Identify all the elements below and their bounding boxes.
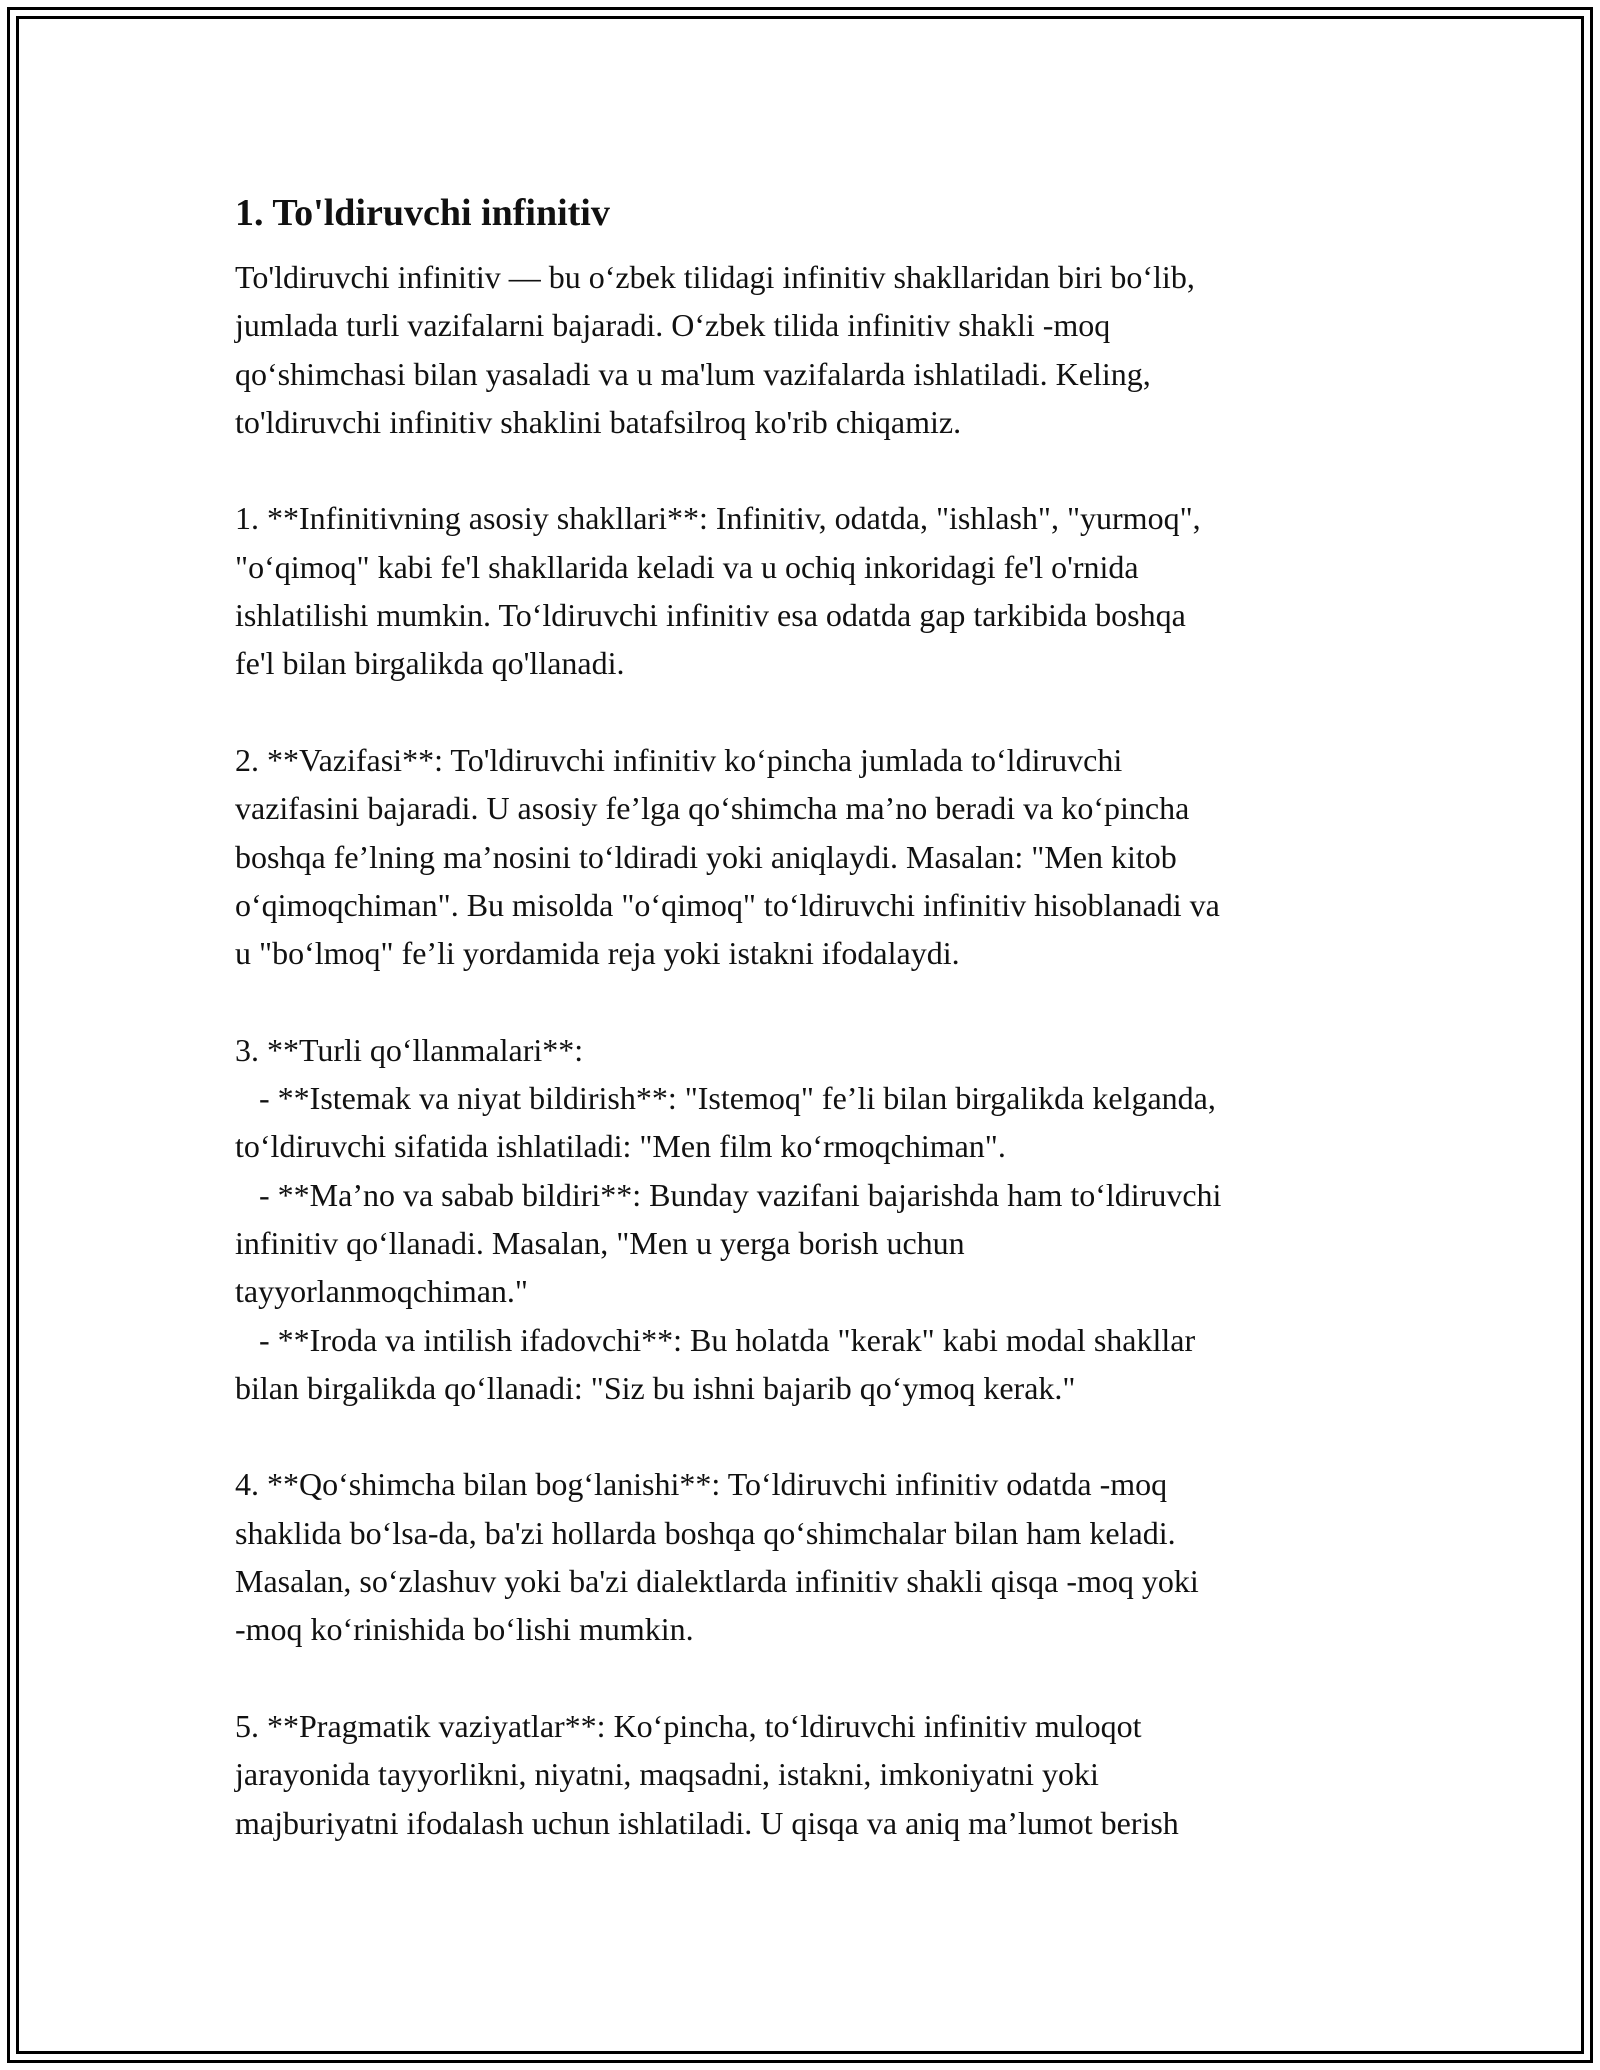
text-line: u "bo‘lmoq" fe’li yordamida reja yoki istakni ifodalaydi. [235,935,960,972]
text-line: 2. **Vazifasi**: To'ldiruvchi infinitiv ko‘pincha jumlada to‘ldiruvchi [235,741,1123,778]
text-line: Masalan, so‘zlashuv yoki ba'zi dialektlarda infinitiv shakli qisqa -moq yoki [235,1563,1199,1600]
paragraph-1 [235,253,1375,446]
text-line: -moq ko‘rinishida bo‘lishi mumkin. [235,1611,694,1648]
paragraph-2 [235,494,1375,687]
text-line: 1. **Infinitivning asosiy shakllari**: Infinitiv, odatda, "ishlash", "yurmoq", [235,500,1201,537]
text-line: - **Ma’no va sabab bildiri**: Bunday vazifani bajarishda ham to‘ldiruvchi [235,1176,1222,1213]
paragraph-4 [235,1026,1375,1412]
text-line: o‘qimoqchiman". Bu misolda "o‘qimoq" to‘ldiruvchi infinitiv hisoblanadi va [235,886,1220,923]
paragraph-gap [235,446,1375,494]
paragraph-6 [235,1702,1375,1847]
text-line: fe'l bilan birgalikda qo'llanadi. [235,645,625,682]
document-page [235,185,1375,1847]
paragraph-5 [235,1460,1375,1653]
text-line: qo‘shimchasi bilan yasaladi va u ma'lum vazifalarda ishlatiladi. Keling, [235,355,1151,392]
text-line: boshqa fe’lning ma’nosini to‘ldiradi yoki aniqlaydi. Masalan: "Men kitob [235,838,1177,875]
text-line: To'ldiruvchi infinitiv — bu o‘zbek tilidagi infinitiv shakllaridan biri bo‘lib, [235,259,1195,295]
text-line: "o‘qimoq" kabi fe'l shakllarida keladi va u ochiq inkoridagi fe'l o'rnida [235,548,1139,585]
text-line: to'ldiruvchi infinitiv shaklini batafsilroq ko'rib chiqamiz. [235,403,962,440]
text-line: shaklida bo‘lsa-da, ba'zi hollarda boshqa qo‘shimchalar bilan ham keladi. [235,1514,1176,1551]
text-line: ishlatilishi mumkin. To‘ldiruvchi infinitiv esa odatda gap tarkibida boshqa [235,597,1186,634]
text-line: majburiyatni ifodalash uchun ishlatiladi. U qisqa va aniq ma’lumot berish [235,1804,1179,1841]
text-line: tayyorlanmoqchiman." [235,1273,528,1310]
text-line: 5. **Pragmatik vaziyatlar**: Ko‘pincha, to‘ldiruvchi infinitiv muloqot [235,1707,1142,1744]
paragraph-gap [235,688,1375,736]
text-line: vazifasini bajaradi. U asosiy fe’lga qo‘shimcha ma’no beradi va ko‘pincha [235,790,1190,827]
text-line: jumlada turli vazifalarni bajaradi. O‘zbek tilida infinitiv shakli -moq [235,307,1111,344]
text-line: jarayonida tayyorlikni, niyatni, maqsadni, istakni, imkoniyatni yoki [235,1756,1099,1793]
section-heading: 1. To'ldiruvchi infinitiv [235,192,610,234]
paragraph-3 [235,736,1375,977]
text-line: infinitiv qo‘llanadi. Masalan, "Men u yerga borish uchun [235,1224,965,1261]
paragraph-gap [235,1412,1375,1460]
text-line: - **Iroda va intilish ifadovchi**: Bu holatda "kerak" kabi modal shakllar [235,1321,1196,1358]
document-body [235,253,1375,1847]
text-line: bilan birgalikda qo‘llanadi: "Siz bu ishni bajarib qo‘ymoq kerak." [235,1369,1076,1406]
text-line: 3. **Turli qo‘llanmalari**: [235,1031,584,1068]
paragraph-gap [235,1654,1375,1702]
text-line: - **Istemak va niyat bildirish**: "Istemoq" fe’li bilan birgalikda kelganda, [235,1080,1216,1117]
text-line: 4. **Qo‘shimcha bilan bog‘lanishi**: To‘ldiruvchi infinitiv odatda -moq [235,1466,1168,1503]
text-line: to‘ldiruvchi sifatida ishlatiladi: "Men film ko‘rmoqchiman". [235,1128,1006,1165]
paragraph-gap [235,977,1375,1025]
